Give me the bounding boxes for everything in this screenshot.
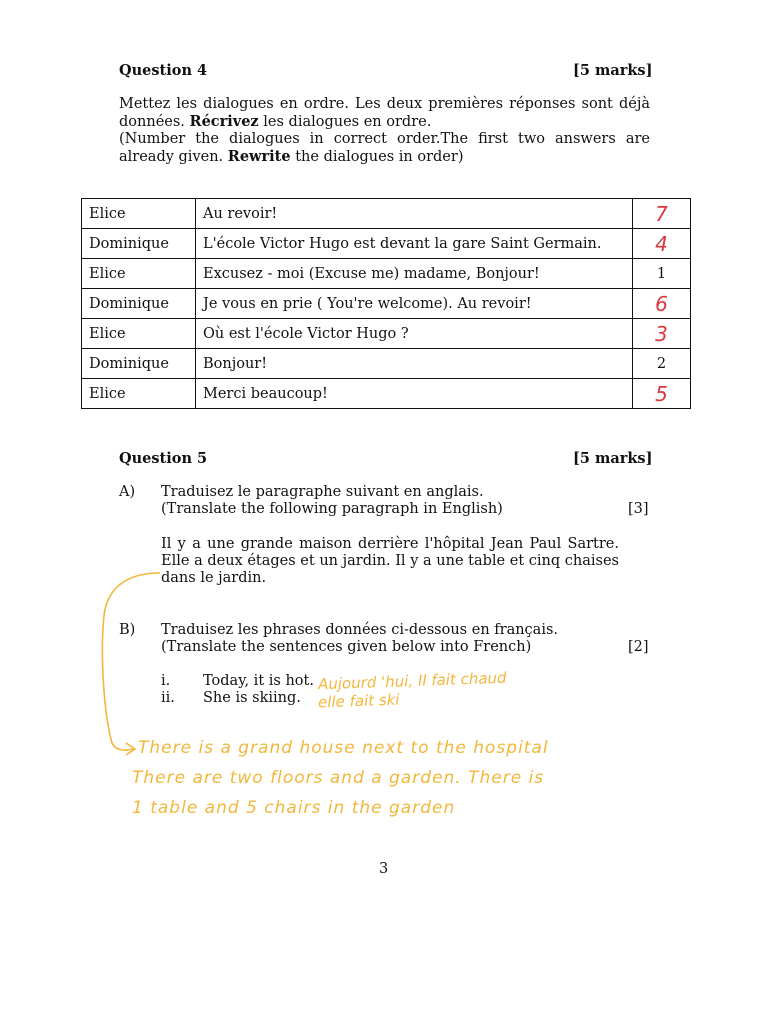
page-number: 3 <box>379 861 389 877</box>
line-cell: Où est l'école Victor Hugo ? <box>196 319 633 349</box>
part-a-instruction-en: (Translate the following paragraph in English) <box>161 501 503 517</box>
part-b-item-num: i. <box>161 673 171 689</box>
table-row <box>82 349 691 379</box>
part-a-label: A) <box>119 484 136 500</box>
q4-instructions-fr <box>119 96 650 131</box>
handwritten-answer-a-line1: There is a grand house next to the hospital <box>138 738 549 758</box>
part-b-instruction-fr: Traduisez les phrases données ci-dessous en français. <box>161 622 559 638</box>
order-cell <box>633 229 691 259</box>
q4-instr-fr-part2: les dialogues en ordre. <box>263 114 432 130</box>
line-cell: L'école Victor Hugo est devant la gare Saint Germain. <box>196 229 633 259</box>
handwritten-number: 5 <box>655 381 668 406</box>
q4-instructions-en <box>119 131 650 166</box>
speaker-cell: Dominique <box>82 289 196 319</box>
part-a-marks: [3] <box>628 501 649 517</box>
q4-marks: [5 marks] <box>573 62 653 79</box>
q4-instr-fr-part1: Mettez les dialogues en ordre. Les deux premières réponses sont déjà données. <box>119 96 650 130</box>
handwritten-answer-b-i: Aujourd 'hui, Il fait chaud <box>317 668 507 694</box>
q4-title: Question 4 <box>119 62 208 79</box>
order-cell <box>633 319 691 349</box>
speaker-cell: Dominique <box>82 349 196 379</box>
q4-instr-fr-bold: Récrivez <box>189 113 259 130</box>
part-b-item-text: Today, it is hot. <box>203 673 314 689</box>
order-cell <box>633 289 691 319</box>
order-cell <box>633 199 691 229</box>
speaker-cell: Dominique <box>82 229 196 259</box>
speaker-cell: Elice <box>82 259 196 289</box>
handwritten-answer-a-line3: 1 table and 5 chairs in the garden <box>132 798 456 818</box>
arrow-connector-icon <box>90 565 180 765</box>
table-row <box>82 379 691 409</box>
handwritten-number: 3 <box>655 321 668 346</box>
q4-instr-en-part2: the dialogues in order) <box>295 149 464 165</box>
part-b-item-text: She is skiing. <box>203 690 301 706</box>
line-cell: Bonjour! <box>196 349 633 379</box>
order-cell: 2 <box>633 349 691 379</box>
table-row <box>82 229 691 259</box>
part-b-label: B) <box>119 622 136 638</box>
line-cell: Au revoir! <box>196 199 633 229</box>
part-b-item-num: ii. <box>161 690 175 706</box>
handwritten-answer-a-line2: There are two floors and a garden. There is <box>132 768 545 788</box>
table-row <box>82 259 691 289</box>
handwritten-number: 6 <box>655 291 668 316</box>
line-cell: Je vous en prie ( You're welcome). Au revoir! <box>196 289 633 319</box>
handwritten-number: 7 <box>655 201 668 226</box>
order-cell <box>633 379 691 409</box>
speaker-cell: Elice <box>82 379 196 409</box>
speaker-cell: Elice <box>82 199 196 229</box>
q5-marks: [5 marks] <box>573 450 653 467</box>
line-cell: Merci beaucoup! <box>196 379 633 409</box>
table-row <box>82 319 691 349</box>
table-row <box>82 289 691 319</box>
handwritten-number: 4 <box>655 231 668 256</box>
part-a-instruction-fr: Traduisez le paragraphe suivant en anglais. <box>161 484 484 500</box>
part-b-marks: [2] <box>628 639 649 655</box>
part-a-paragraph: Il y a une grande maison derrière l'hôpital Jean Paul Sartre. Elle a deux étages et un jardin. Il y a une table et cinq chaises dans le jardin. <box>161 536 619 586</box>
table-row <box>82 199 691 229</box>
dialogue-table <box>81 198 691 409</box>
q5-title: Question 5 <box>119 450 208 467</box>
speaker-cell: Elice <box>82 319 196 349</box>
handwritten-answer-b-ii: elle fait ski <box>317 690 400 712</box>
part-b-instruction-en: (Translate the sentences given below into French) <box>161 639 532 655</box>
line-cell: Excusez - moi (Excuse me) madame, Bonjour! <box>196 259 633 289</box>
order-cell: 1 <box>633 259 691 289</box>
q4-instr-en-bold: Rewrite <box>227 148 291 165</box>
q4-instr-en-part1: (Number the dialogues in correct order.The first two answers are already given. <box>119 131 650 165</box>
